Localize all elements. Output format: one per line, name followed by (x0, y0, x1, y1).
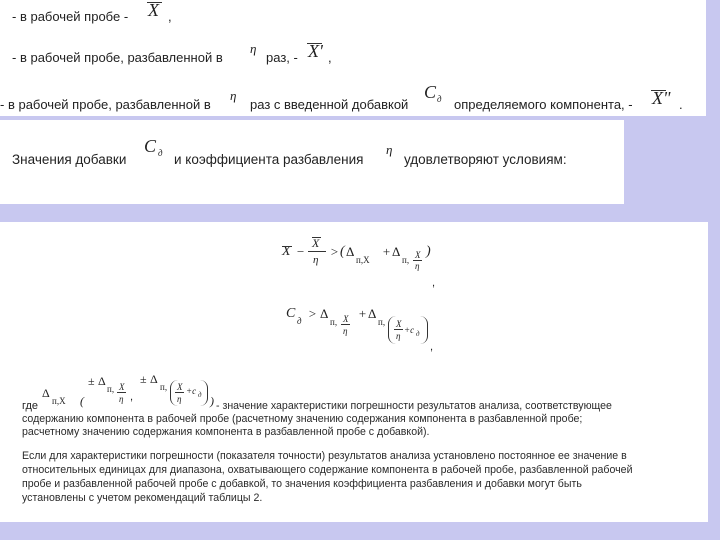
where-b-frac (117, 392, 126, 393)
f2-d1-fe: η (343, 326, 348, 336)
f1-delta2-fe: η (415, 261, 420, 271)
f1-minus: − (296, 244, 305, 259)
f1-delta2-fx: X (415, 250, 421, 260)
paragraph2-line1: Если для характеристики погрешности (показателя точности) результатов анализа установлено постоянное ее значение в (22, 450, 627, 462)
intro-panel (0, 0, 706, 116)
conditions-mid: и коэффициента разбавления (174, 152, 364, 167)
where-close: ) (210, 394, 214, 408)
f2-plus: + (358, 306, 367, 321)
paragraph2-line3: пробе и разбавленной рабочей пробе с добавкой, то значения коэффициента разбавления и добавки могут быть (22, 478, 582, 490)
conditions-prefix: Значения добавки (12, 152, 127, 167)
conditions-c-sub: д (158, 148, 163, 158)
f1-gt: > (330, 244, 339, 259)
f1-x-bar (282, 246, 292, 247)
line3-eta: η (230, 88, 237, 103)
line3-prefix: - в рабочей пробе, разбавленной в (0, 97, 211, 112)
where-delta-a: Δ (42, 386, 50, 400)
paragraph1-line2: содержанию компонента в рабочей пробе (расчетному значению содержания компонента в разбавленной пробе; (22, 413, 583, 425)
f1-close: ) (426, 244, 431, 259)
f2-d2-fe: η (396, 331, 401, 341)
f1-comma: , (432, 277, 436, 289)
where-c-plus: +c (186, 386, 197, 396)
line1-suffix: , (168, 9, 172, 24)
conditions-suffix: удовлетворяют условиям: (404, 152, 567, 167)
where-delta-a-sub: п,X (52, 396, 66, 406)
f1-delta2: Δ (392, 244, 401, 259)
f2-d2-fx: X (396, 319, 402, 329)
paragraph1-line3: расчетному значению содержания компонента в разбавленной пробе с добавкой). (22, 426, 430, 438)
f1-open: ( (340, 244, 345, 259)
f2-delta1-sub: п, (330, 317, 338, 327)
f1-delta1-sub: п,X (356, 255, 370, 265)
where-comma: , (130, 391, 134, 403)
line2-var-x: X' (308, 41, 323, 61)
where-delta-b-sub: п, (107, 384, 115, 394)
where-delta-c-sub: п, (160, 382, 168, 392)
line3-tail: определяемого компонента, - (454, 97, 633, 112)
f2-c: C (286, 306, 296, 321)
f1-frac-line (308, 251, 326, 252)
where-delta-c: Δ (150, 372, 158, 386)
line2-mid: раз, - (266, 50, 298, 65)
f2-d1-frac (341, 324, 350, 325)
paragraph2-line4: установлены с учетом рекомендаций таблицы 2. (22, 492, 263, 504)
f2-d2-plus: +c (404, 325, 415, 335)
line3-c: C (424, 82, 437, 102)
line3-mid: раз с введенной добавкой (250, 97, 409, 112)
where-b-fe: η (119, 394, 124, 404)
line2-prefix: - в рабочей пробе, разбавленной в (12, 50, 223, 65)
line2-var-bar (307, 43, 322, 44)
f2-gt: > (308, 306, 317, 321)
line1-var-x: X (148, 0, 159, 20)
line3-var-x: X" (652, 88, 671, 108)
formulas-panel (0, 222, 708, 522)
line2-eta: η (250, 41, 257, 56)
where-c-frac (175, 392, 184, 393)
f2-d2-frac (394, 329, 403, 330)
where-pm: ± (88, 374, 95, 388)
f1-plus: + (382, 244, 391, 259)
where-pm2: ± (140, 372, 147, 386)
line3-c-sub: д (437, 94, 442, 104)
line3-suffix: . (679, 97, 683, 112)
conditions-eta: η (386, 142, 393, 157)
f1-delta2-sub: п, (402, 255, 410, 265)
line2-suffix: , (328, 50, 332, 65)
paragraph2-line2: относительных единицах для диапазона, охватывающего содержание компонента в рабочей пробе, разбавленной рабочей (22, 464, 633, 476)
where-c-fe: η (177, 394, 182, 404)
paragraph1-line1: - значение характеристики погрешности результатов анализа, соответствующее (216, 400, 612, 412)
where-c-fx: X (177, 382, 183, 392)
f1-delta1: Δ (346, 244, 355, 259)
f1-x: X (282, 244, 291, 259)
where-gde: где (22, 400, 39, 412)
f1-num-bar (312, 237, 321, 238)
f2-comma: , (430, 341, 434, 353)
f2-d1-fx: X (343, 314, 349, 324)
f2-delta1: Δ (320, 306, 329, 321)
f2-d2-c-sub: д (416, 330, 420, 338)
line1-prefix: - в рабочей пробе - (12, 9, 129, 24)
conditions-panel (0, 120, 624, 204)
f2-delta2-sub: п, (378, 317, 386, 327)
line1-var-bar (147, 2, 162, 3)
conditions-c: C (144, 136, 157, 156)
f1-num: X (312, 236, 320, 250)
line3-var-bar (651, 90, 666, 91)
f2-delta2: Δ (368, 306, 377, 321)
f2-c-sub: д (297, 316, 302, 326)
where-open: ( (80, 394, 84, 408)
where-b-fx: X (119, 382, 125, 392)
f1-den: η (313, 254, 319, 266)
where-c-sub: д (198, 391, 202, 399)
where-delta-b: Δ (98, 374, 106, 388)
